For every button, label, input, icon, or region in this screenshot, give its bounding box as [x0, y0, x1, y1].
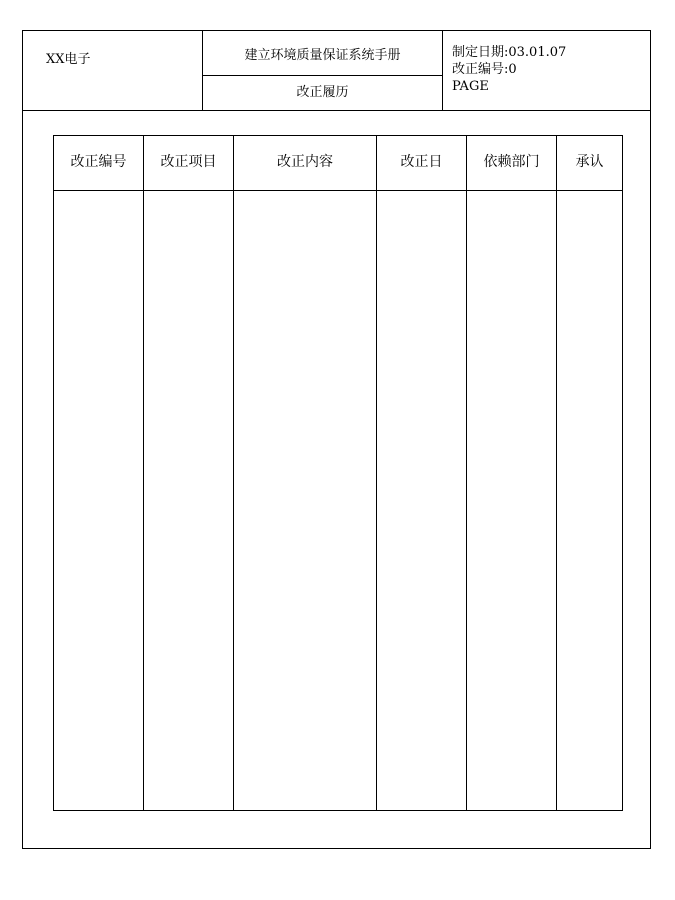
- column-body: [557, 191, 622, 810]
- column-header: 改正编号: [54, 136, 143, 191]
- revision-number: 改正编号:0: [452, 62, 517, 77]
- column-header: 承认: [557, 136, 622, 191]
- column-body: [144, 191, 233, 810]
- column-header: 改正内容: [234, 136, 376, 191]
- company-name: XX电子: [23, 31, 203, 110]
- column-header: 改正日: [377, 136, 466, 191]
- column-header: 改正项目: [144, 136, 233, 191]
- column-revision-content: [234, 136, 377, 810]
- document-header: [23, 31, 650, 111]
- column-revision-item: [144, 136, 234, 810]
- column-approval: [557, 136, 622, 810]
- page-label: PAGE: [452, 79, 489, 94]
- column-body: [54, 191, 143, 810]
- column-requesting-dept: [467, 136, 557, 810]
- column-body: [234, 191, 376, 810]
- revision-history-table: [53, 135, 623, 811]
- document-page: [22, 30, 651, 849]
- manual-title: 建立环境质量保证系统手册: [203, 31, 443, 76]
- section-title: 改正履历: [203, 76, 443, 110]
- issue-date: 制定日期:03.01.07: [452, 45, 567, 60]
- column-revision-date: [377, 136, 467, 810]
- column-body: [377, 191, 466, 810]
- column-revision-no: [54, 136, 144, 810]
- document-meta: [443, 31, 651, 110]
- column-header: 依赖部门: [467, 136, 556, 191]
- column-body: [467, 191, 556, 810]
